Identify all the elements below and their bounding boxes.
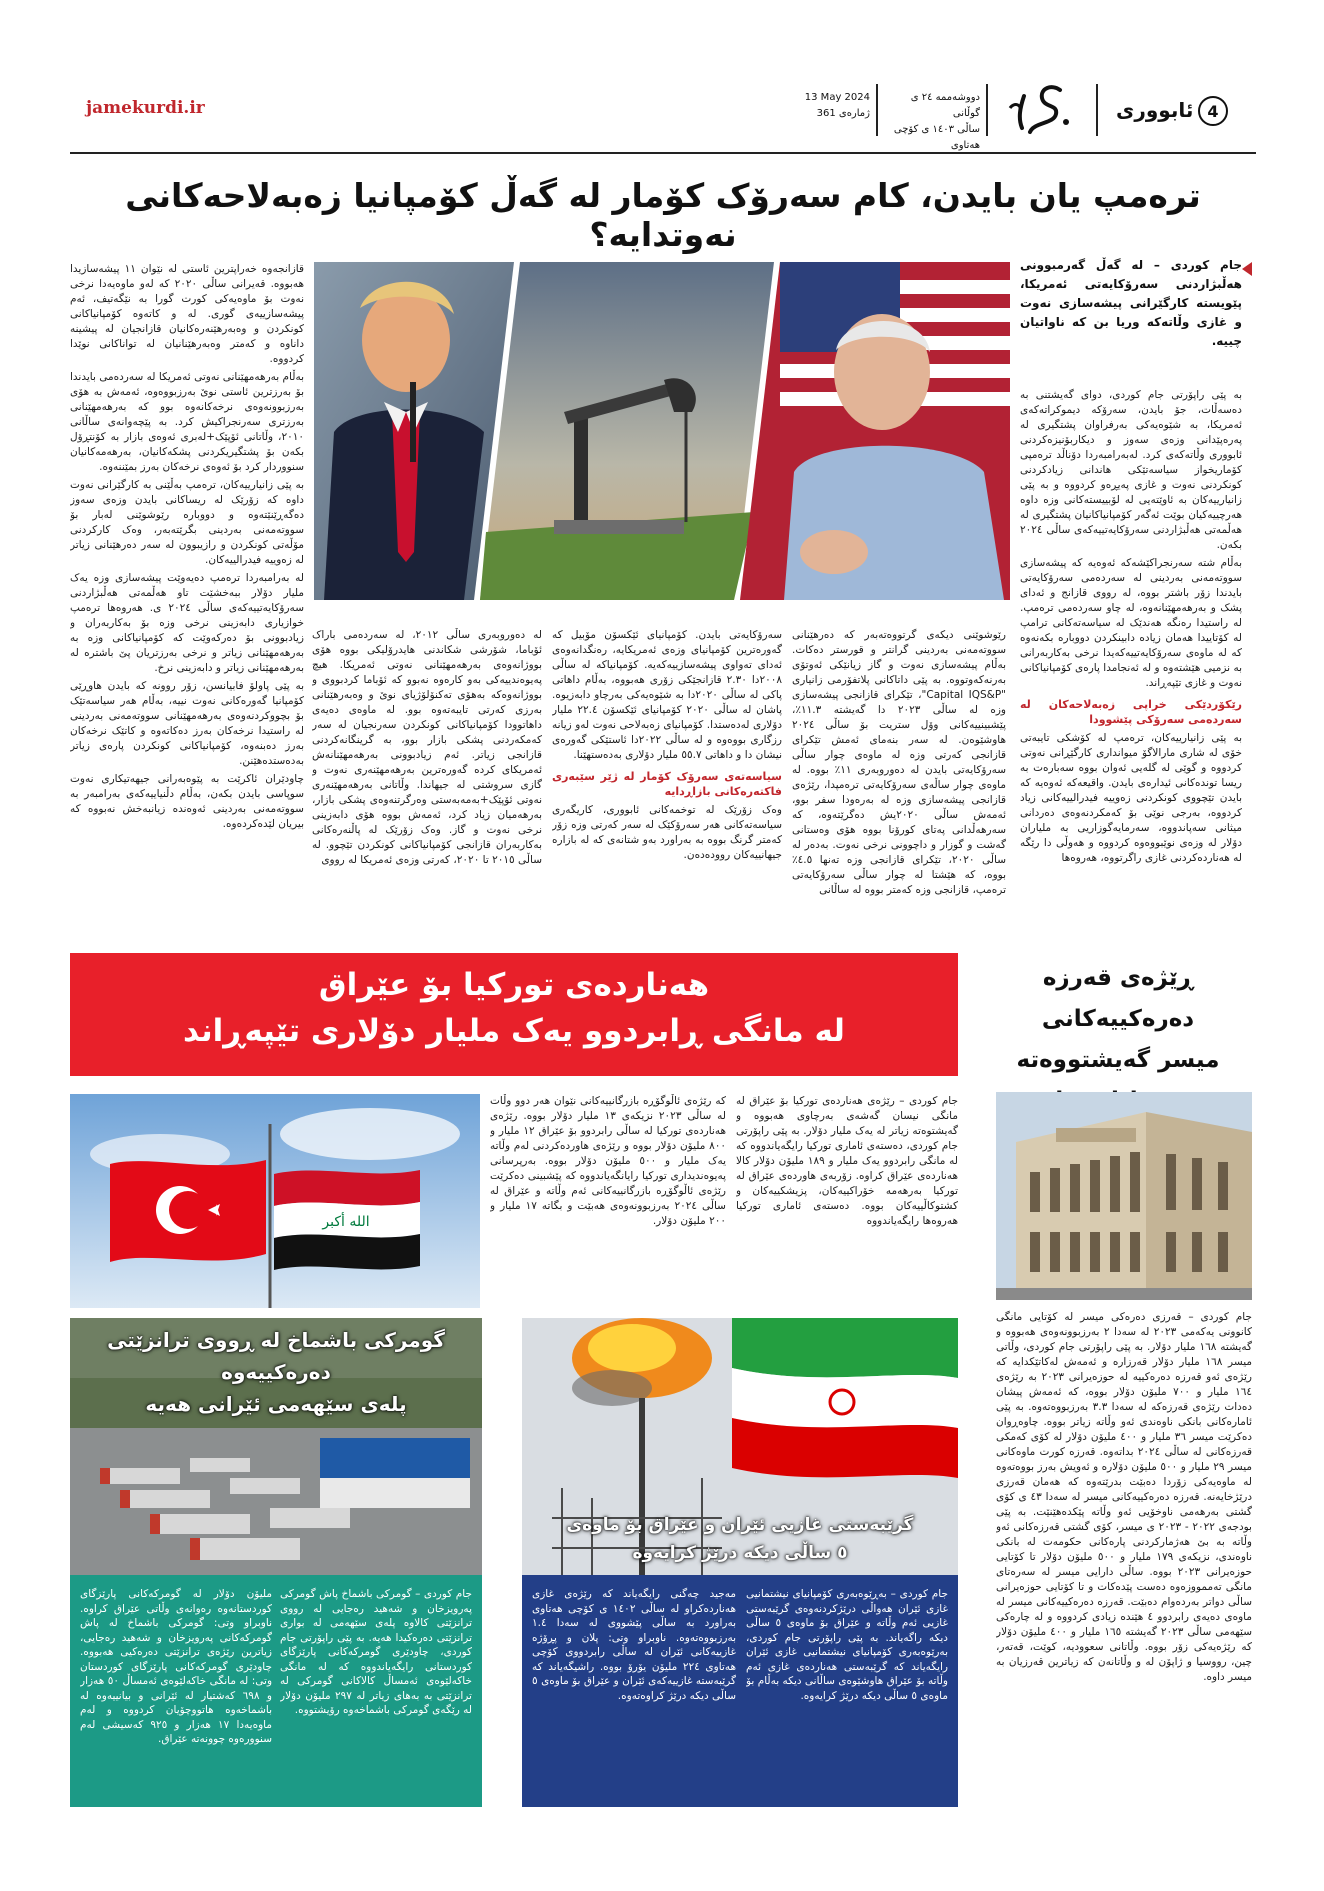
paragraph: وەک زۆرێک لە توخمەکانی ئابووری، کاریگەری سیاسەتەکانی هەر سەرۆکێک لە سەر کەرتی وزە زۆر کەمتر گرنگ بووە بە بەراورد بەو شتانەی کە لە بازارە جیهانییەکان روودەدەن.	[552, 804, 782, 861]
lead-marker-icon	[1242, 262, 1252, 276]
article-column	[490, 1094, 726, 1308]
article-column-right	[1020, 388, 1242, 948]
paragraph: بە پێی زانیارییەکان، ترەمپ لە کۆشکی تایبەتی خۆی لە شاری مارالاگۆ میوانداری کارگێڕانی نەوتی کردووە و گوێی لە گلەیی ئەوان بووە سەبارەت بە ریسا توندەکانی ئیدارەی بایدن. واقیعەکە ئەوەیە کە بایدن تێچووی کونکردنی زەوییە فیدرالییەکانی زیاد کردووە، بەرجی نوێی بۆ کەمکردنەوەی دەردانی میثانی سەپاندووە، سەرمایەگوزاریی بە ملیاران دۆلار لە وزەی نوێبووەوە کردووە و هەوڵی دا رێگە لە هەناردەکردنی غازی راگرتووە، هەروەها	[1020, 732, 1242, 864]
customs-article-title	[70, 1324, 482, 1420]
title-line: ڕێژەی قەرزە دەرەکییەکانی	[1041, 965, 1195, 1032]
article-column	[792, 628, 1006, 950]
article-column	[552, 628, 782, 950]
paragraph: بە پێی زانیارییەکان، ترەمپ بەڵێنی بە کارگێرانی نەوت داوە کە زۆرێک لە ریساکانی بایدن وزەی سەوز دەگەڕێنێتەوە و دووباره رێوشوێنی لەبار بۆ سووتەمەنی بەردینی بگرێتەبەر، وەک کارکردنی مۆڵەتی کونکردن و رازیبوون لە سەر دەرهێنانی زیاتر لە زەوییە فیدرالییەکان.	[70, 479, 304, 566]
paragraph: رێوشوێنی دیکەی گرتووەتەبەر کە دەرهێنانی سووتەمەنی بەردینی گرانتر و قورستر دەکات. بەڵام پیشەسازی نەوت و گاز زیانێکی ئەوتۆی بەرنەکەوتووە. بە پێی داتاکانی پلاتفۆرمی زانیاری "Capital IQS&P"، تێکرای قازانجی پیشەسازی وزە لە ساڵی ٢٠٢٣ دا گەیشتە ١١.٣٪، پێشبینییەکانی وۆل ستریت بۆ ساڵی ٢٠٢٤ هاوشێوەن. لە سەر بنەمای ئەمش تێکرای قازانجی کەرتی وزە لە ماوەی چوار ساڵی سەرۆکایەتی بایدن لە دەوروبەری ١١٪ بووە. لە ماوەی چوار ساڵەی سەرۆکایەتی ترەمپدا، رێژەی قازانجی پیشەسازی وزە لە بەرەودا سفر بوو، ئەمەش ساڵی ٢٠٢٠یش دەگرێتەوە، کە سەرهەڵدانی پەتای کورۆنا بووە هۆی وەستانی گەشت و گوزار و داچوونی نرخی نەوت. بەدەر لە ساڵی ٢٠٢٠، تێکرای قازانجی وزە تەنها ٤.٥٪ بووە، کە هێشتا لە چوار ساڵی سەرۆکایەتی ترەمپ، قازانجی وزە کەمتر بووە لە ساڵانی	[792, 629, 1006, 896]
paragraph: لە بەرامبەردا ترەمپ دەیەوێت پیشەسازی وزە یەک ملیار دۆلار ببەخشێت تاو هەڵمەتی هەڵبژاردنی سەرۆکایەتییەکەی ساڵی ٢٠٢٤ ی. هەروەها ترەمپ خوازیاری دابەزینی نرخی وزە بۆ بەکاربەران و زیادبوونی بۆ دەرکەوێت کە کۆمپانیاکانی وزە بە بەرهەمهێنانی زیاتر و نرخی بەرزتریان پێ باشترە لە بەرهەمهێنانی زیاتر و دابەزینی نرخ.	[70, 572, 304, 674]
paragraph: قازانجەوە خەراپترین ئاستی لە نێوان ١١ پیشەسازیدا هەبووە. قەیرانی ساڵی ٢٠٢٠ کە لەو ماوەیەدا نرخی نەوت بۆ ماوەیەکی کورت گورا بە نێگەتیف، ئەم پیشەسازییەی گوری. لە و کاتەوە کۆمپانیاکانی کونکردن و وەبەرهێنەرەکانیان قازانجیان لە پیشینە داناوە و کەمتر وەبەرهێنانیان لە تواناکانی نوێدا کردووە.	[70, 263, 304, 365]
svg-text:الله أكبر: الله أكبر	[322, 1214, 370, 1230]
kurdish-date: دووشەممە ٢٤ ی گوڵانی	[910, 92, 980, 119]
date-block	[886, 90, 980, 154]
banner-title-line: هەناردەی تورکیا بۆ عێراق	[318, 967, 710, 1003]
title-line: گومرکی باشماخ لە ڕووی ترانزێتی دەرەکییەوە	[107, 1328, 445, 1384]
paragraph: بەڵام شتە سەرنجراکێشەکە ئەوەیە کە پیشەسازی سووتەمەنی بەردینی لە سەردەمی سەرۆکایەتی بایدندا زۆر باشتر بووە، لە رووی قازانج و ئەدای پشک و بەرهەمهێنانەوە، لە چاو سەردەمی ترەمپ. لە راستیدا رەنگە هەندێک لە سیاسەتەکانی ترامپ لە کۆتاییدا هەمان زیادە دابینکردن دووبارە بکەنەوە کە لە ماوەی سەرۆکایەتییەکەیدا نرخی بەکاربەرانی بە نزمیی هێشتەوە و لە ئەنجامدا پارەی کۆمپانیاکانی نەوت و غازی تێپەڕاند.	[1020, 557, 1242, 689]
article-column	[80, 1587, 272, 1797]
section-title: ئابووری	[1116, 98, 1194, 122]
article-column	[532, 1587, 736, 1797]
article-lead: جام کوردی – لە گەڵ گەرمبوونی هەڵبژاردنی سەرۆکایەتی ئەمریکا، پێویستە کارگێرانی پیشەسازی نەوت و غازی وڵاتەکە وریا بن کە ناواتیان چییە.	[1020, 258, 1242, 348]
header-divider	[876, 84, 878, 136]
website-link[interactable]: jamekurdi.ir	[86, 98, 205, 118]
paragraph: سەرۆکایەتی بایدن. کۆمپانیای ئێکسۆن مۆبیل کە گەورەترین کۆمپانیای وزەی ئەمریکایە، رەنگدانەوەی ئەدای تەواوی پیشەسازییەکەیە. کۆمپانیاکە لە ساڵی ٢٠٠٨دا ٢.٣٠ قازانجێکی زۆری هەبووە، بەڵام داهاتی پاکی لە ساڵی ٢٠٢٠دا بە شێوەیەکی بەرچاو دابەزیوە. پاشان لە ساڵی ٢٠٢٠ کۆمپانیای ئێکسۆن ٢٢.٤ ملیار دۆلاری لەدەستدا. کۆمپانیای زەبەلاحی نەوت لەو زیانە رزگاری بووەوە و لە ساڵی ٢٠٢٢دا ئاستێکی گەورەی نیشان دا و داهاتی ٥٥.٧ ملیار دۆلاری بەدەستهێنا.	[552, 629, 782, 761]
paragraph: جام کوردی – رێژەی هەناردەی تورکیا بۆ عێراق لە مانگی نیسان گەشەی بەرچاوی هەبووە و گەیشتوەتە زیاتر لە یەک ملیار دۆلار. بە پێی راپۆرتی جام کوردی، دەستەی ئاماری تورکیا رایگەیاندووە کە لە مانگی رابردوو یەک ملیار و ١٨٩ ملیۆن دۆلار کالا هەناردەی عێراق کراوە. زۆربەی هاوردەی عێراق لە تورکیا بەرهەمە خۆراکییەکان، پزیشکییەکان و کشتوکاڵییەکان بووە. دەستەی ئاماری تورکیا هەروەها رایگەیاندووە	[736, 1095, 958, 1227]
turkey-iraq-banner	[70, 953, 958, 1076]
article-column	[280, 1587, 472, 1797]
paragraph: لە دەوروبەری ساڵی ٢٠١٢، لە سەردەمی باراک ئۆباما، شۆرشی شکاندنی هایدرۆلیکی بووە هۆی بووژانەوەی بەرهەمهێنانی نەوتی ئەمریکا. هیچ پەیوەندییەکی بەو کارەوە نەبوو کە ئۆباما کردبووی و بووژانەوەکە بەهۆی تەکنۆلۆژیای نوێ و وەبەرهێنانی بەرزی کەرتی تایبەتەوە بوو. لە ماوەی دەیەی داهاتوودا کۆمپانیاکانی کونکردن سەرنجیان لە سەر کەمکەردنی پشکی بازار بوو، بە گرینگانەکردنی قازانجی زیاتر. ئەم زیادبوونی بەرهەمهێنانەش ئەمریکای کردە گەورەترین بەرهەمهێنەری نەوت و گازی سروشتی لە جیهاندا. وڵاتانی بەرهەمهێنەری نەوتی ئۆپێک+بەمەبەستی وەرگرتنەوەی پشکی بازار، بەرهەمیان زیاد کرد، ئەمەش بووە هۆی دابەزینی نرخی نەوت و گاز. وەک زۆرێک لە پاڵنەرەکانی بەکاربەران قازانجی کۆمپانیاکانی کونکردن تێچوو. لە ساڵی ٢٠١٥ تا ٢٠٢٠، کەرتی وزەی ئەمریکا لە رووی	[312, 629, 542, 866]
title-line: گرێبەستی غازیی ئێران و عێراق بۆ ماوەی	[566, 1515, 914, 1535]
candidates-photo-strip	[314, 262, 1010, 600]
paragraph: بە پێی پاولۆ فابیانسن، زۆر روونە کە بایدن هاوڕێی کۆمپانیا گەورەکانی نەوت نییە، بەڵام هەر سیاسەتێک بۆ بچووکردنەوەی بەرهەمهێنانی سووتەمەنی بەردینی لە راستیدا نرخەکان بەرز دەکاتەوە و کاتێک نرخەکان بەرز دەبنەوە، کۆمپانیاکانی کونکردن پارەی زیاتر بەدەستدەهێنن.	[70, 680, 304, 767]
header-rule	[70, 152, 1256, 154]
paragraph: کە رێژەی ئاڵوگۆڕە بازرگانییەکانی نێوان هەر دوو وڵات لە ساڵی ٢٠٢٣ نزیکەی ١٣ ملیار دۆلار بووە. رێژەی هەناردەی تورکیا لە ساڵی رابردوو بۆ عێراق ١٢ ملیار و ٨٠٠ ملیۆن دۆلار بووە و رێژەی هاوردەکردنی لەم وڵاتە یەک ملیار و ٥٠٠ ملیۆن دۆلار بووە. بەرپرسانی پەیوەندیداری تورکیا رایانگەیاندووە کە پێشبینی دەکرێت رێژەی ئاڵوگۆڕە بازرگانییەکانی ئەم وڵاتە و عێراق لە ساڵی ٢٠٢٤ بەرزبوونەوەی هەبێت و بگاتە ١٧ ملیار و ٢٠٠ ملیۆن دۆلار.	[490, 1095, 726, 1227]
banner-title-line: لە مانگی ڕابردوو یەک ملیار دۆلاری تێپەڕاند	[183, 1013, 845, 1049]
issue-number: ژمارەی 361	[816, 108, 870, 119]
iran-gas-article-title	[522, 1511, 958, 1567]
gregorian-date: 13 May 2024	[804, 92, 870, 103]
article-column-left	[70, 262, 304, 948]
issue-block	[780, 90, 870, 122]
header-divider	[1096, 84, 1098, 136]
title-line: پلەی سێهەمی ئێرانی هەیە	[145, 1392, 407, 1416]
article-subhead: سیاسەتەی سەرۆک کۆمار لە ژێر سێبەری فاکتەرەکانی بازاڕدایە	[552, 770, 782, 798]
article-subhead: رێکۆردێکی خراپی زەبەلاحەکان لە سەردەمی سەرۆکی پێشوودا	[1020, 698, 1242, 726]
newspaper-logo	[1000, 78, 1080, 142]
paragraph: ملیۆن دۆلار لە گومرکەکانی پارێزگای کوردستانەوە رەوانەی وڵاتی عێراق کراوە. ناوبراو وتی: گومرکی باشماخ لە پاش گومرکەکانی پەرویزخان و شەهید رەجایی، زیاترین رێژەی ترانزێتی دەرەکیی هەبووە. چاودێری گومرکەکانی پارێزگای کوردستان وتی: لە مانگی خاکەلێوەی ئەمساڵ ٥٠ هەزار و ٦٩٨ کەشتیار لە ئێرانی و بیانییەوە لە باشماخەوە هاتووچۆیان کردووە و لەم ماوەیەدا ١٧ هەزار و ٩٢٥ کەسیشی لەم سنوورەوە چوونەتە عێراق.	[80, 1588, 272, 1745]
header-divider	[986, 84, 988, 136]
paragraph: جام کوردی – قەرزی دەرەکی میسر لە کۆتایی مانگی کانوونی یەکەمی ٢٠٢٣ لە سەدا ٢ بەرزبوونەوەی هەبووە و گەیشتە ١٦٨ ملیار دۆلار. بە پێی راپۆرتی جام کوردی، وڵاتی میسر ١٦٨ ملیار دۆلار قەرزاره و ئەمەش لەکاتێکدایە کە رێژەی ئەو قەرزە دەرەکییە لە حوزەیرانی ٢٠٢٣ بە رێژەی ١٦٤ ملیار و ٧٠٠ ملیۆن دۆلار بووە، کە ئەمەش پیشان دەدات رێژەی قەرزەکە لە سەدا ٣.٣ بەرزبووەتەوە. بە پێی ئامارەکانی بانکی ناوەندی ئەو وڵاتە زیاتر بووە. چاوەڕوان دەکرێت میسر ٣٦ ملیار و ٤٠٠ ملیۆن دۆلار لە کۆی کەمکی قەرزەکانی لە ساڵی ٢٠٢٤ بداتەوە. قەرزە کورت ماوەکانی میسر ٢٩ ملیار و ٥٠٠ ملیۆن دۆلارە و ئەویش بەرز بووەتەوە لە ماوەیەکی زۆردا دەبێت بدرێتەوە کە هەمان قەرزی درێژخایەنە. قەرزە دەرەکییەکانی میسر لە سەدا ٤٣ ی کۆی گشتی بەرهەمی ناوخۆیی ئەو وڵاتە پێکدەهێنێت. بە پێی بودجەی ٢٠٢٢ - ٢٠٢٣ ی میسر، کۆی گشتی قەرزەکانی ئەو وڵاتە بە بێ هەژمارکردنی پارەکانی حکومەت لە بانکی ناوەندی، نزیکەی ١٧٩ ملیار و ٥٠٠ ملیۆن دۆلار تا کۆتایی حوزەیرانی ٢٠٢٣ بووە. ساڵی دارایی میسر لە سەرەتای مانگی تەممووزەوە دەست پێدەکات و تا کۆتایی حوزەیرانی ساڵی دواتر بەردەوام دەبێت. قەرزە دەرەکییەکانی میسر لە ماوەی دەیەی رابردوو ٤ هێندە زیادی کردووە و لە چارەکی سێهەمی ساڵی ٢٠٢٣ گەیشتە ١٦٥ ملیار و ٤٠٠ ملیۆن دۆلار کە رێژەیەکی زۆر بووە. وڵاتانی سعوودیە، کوێت، قەتەر، چین، رووسیا و ژاپۆن لە و وڵاتانەن کە زیاترین قەرزیان بە میسر داوە.	[996, 1311, 1252, 1683]
customs-article-panel	[70, 1575, 482, 1807]
paragraph: جام کوردی – گومرکی باشماخ پاش گومرکی پەرویزخان و شەهید رەجایی لە رووی ترانزێتی کالاوە پلەی سێهەمی لە بواری ترانزێتی دەرەکیدا هەیە. بە پێی راپۆرتی جام کوردی، چاودێری گومرکەکانی پارێزگای کوردستانی رایگەیاندووە کە لە مانگی خاکەلێوەی ئەمساڵ کالاکانی گومرکی لە ترانزێتی بە بەهای زیاتر لە ٢٩٧ ملیۆن دۆلار لە رێگەی گومرکی باشماخەوە رۆیشتووە.	[280, 1588, 472, 1716]
customs-trucks-photo	[70, 1318, 482, 1575]
article-column	[312, 628, 542, 950]
paragraph: مەجید چەگنی رایگەیاند کە رێژەی غازی هەناردەکراو لە ساڵی ١٤٠٢ ی کۆچی هەتاوی بەراورد بە ساڵی پێشووی لە سەدا ١.٤ بەرزبووەتەوە. ناوبراو وتی: پلان و پڕۆژە غازییەکانی ئێران لە ساڵی رابردووی کۆچی هەتاوی ٢٢٤ ملیۆن یۆرۆ بووە. راشیگەیاند کە گرێبەستە غازییەکەی ئێران و عێراق بۆ ماوەی ٥ ساڵی دیکە درێژ کراوەتەوە.	[532, 1588, 736, 1702]
paragraph: بەڵام بەرهەمهێنانی نەوتی ئەمریکا لە سەردەمی بایدندا بۆ بەرزترین ئاستی نوێ بەرزبووەوە، ئەمەش بە هۆی بەرزبوونەوەی نرخەکانەوە بوو کە بەرهەمهێنانی بەرزتری سەرنجراکیش کرد. بە پێچەوانەی ساڵانی ٢٠١٠، وڵاتانی ئۆپێک+لەبری ئەوەی بازار بە کۆنتڕۆل بکەن بۆ پشتگیریکردنی پشکەکانیان، بەرهەمەکانیان سنووردار کرد بۆ ئەوەی نرخەکان بەرز بمێننەوە.	[70, 371, 304, 473]
article-column	[736, 1094, 958, 1308]
page-number: 4	[1198, 96, 1228, 126]
title-line: ٥ ساڵی دیکە درێژ کرایەوە	[632, 1543, 848, 1563]
paragraph: بە پێی راپۆرتی جام کوردی، دوای گەیشتنی بە دەسەڵات، جۆ بایدن، سەرۆکە دیموکراتەکەی ئەمریکا، بە شێوەیەکی بەرفراوان پشتگیری لە پەرەپێدانی وزەی سەوز و دیکاربۆنیزەکردنی ئابووری وڵاتەکەی کرد. لەبەرامبەردا دۆناڵد ترەمپی کۆماریخواز سیاسەتێکی هاندانی زیادکردنی کونکردنی نەوت و غازی پەیڕەو کردووە و بە پێی زانیارییەکان بە ئاوێتەیی لە لۆبییستەکانی وزە داوە هەرچییەکیان بوێت ئەگەر کۆمپانیاکانیان پشتگیری لە هەڵمەتی هەڵبژاردنی سەرۆکایەتییەکەی ساڵی ٢٠٢٤ بکەن.	[1020, 389, 1242, 551]
turkey-iraq-flags-photo	[70, 1094, 480, 1308]
article-column	[746, 1587, 948, 1797]
egypt-bank-photo	[996, 1092, 1252, 1300]
iran-gas-article-panel	[522, 1515, 958, 1807]
title-line: میسر گەیشتووەتە	[1016, 1047, 1220, 1073]
main-headline: ترەمپ یان بایدن، کام سەرۆک کۆمار لە گەڵ کۆمپانیا زەبەلاحەکانی نەوتدایە؟	[125, 176, 1201, 254]
paragraph: چاودێران ئاکرێت بە پێوەبەرانی جیهەتیکاری نەوت سوپاسی بایدن بکەن، بەڵام دڵنیاییەکەی بەرامبەر بە سووتەمەنی بەردینی ئەوەندە زیانبەخش نەبووە کە بیریان لێدەکردەوە.	[70, 773, 304, 830]
paragraph: جام کوردی – بەڕێوەبەری کۆمپانیای نیشتمانیی غازی ئێران هەواڵی درێژکردنەوەی گرێبەستی غازیی ئەم وڵاتە و عێراق بۆ ماوەی ٥ ساڵی دیکە راگەیاند. بە پێی راپۆرتی جام کوردی، بەرێوەبەری کۆمپانیای نیشتمانیی غازی ئێران رایگەیاند کە گرێبەستی هەناردەی غازی ئەم وڵاتە بۆ عێراق هاوشێوەی ساڵانی دیکە بەڵام بۆ ماوەی ٥ ساڵی دیکە درێژ کرایەوە.	[746, 1588, 948, 1702]
solar-date: ساڵی ١٤٠٣ ی کۆچی هەتاوی	[893, 124, 980, 151]
egypt-article-body	[996, 1310, 1252, 1850]
